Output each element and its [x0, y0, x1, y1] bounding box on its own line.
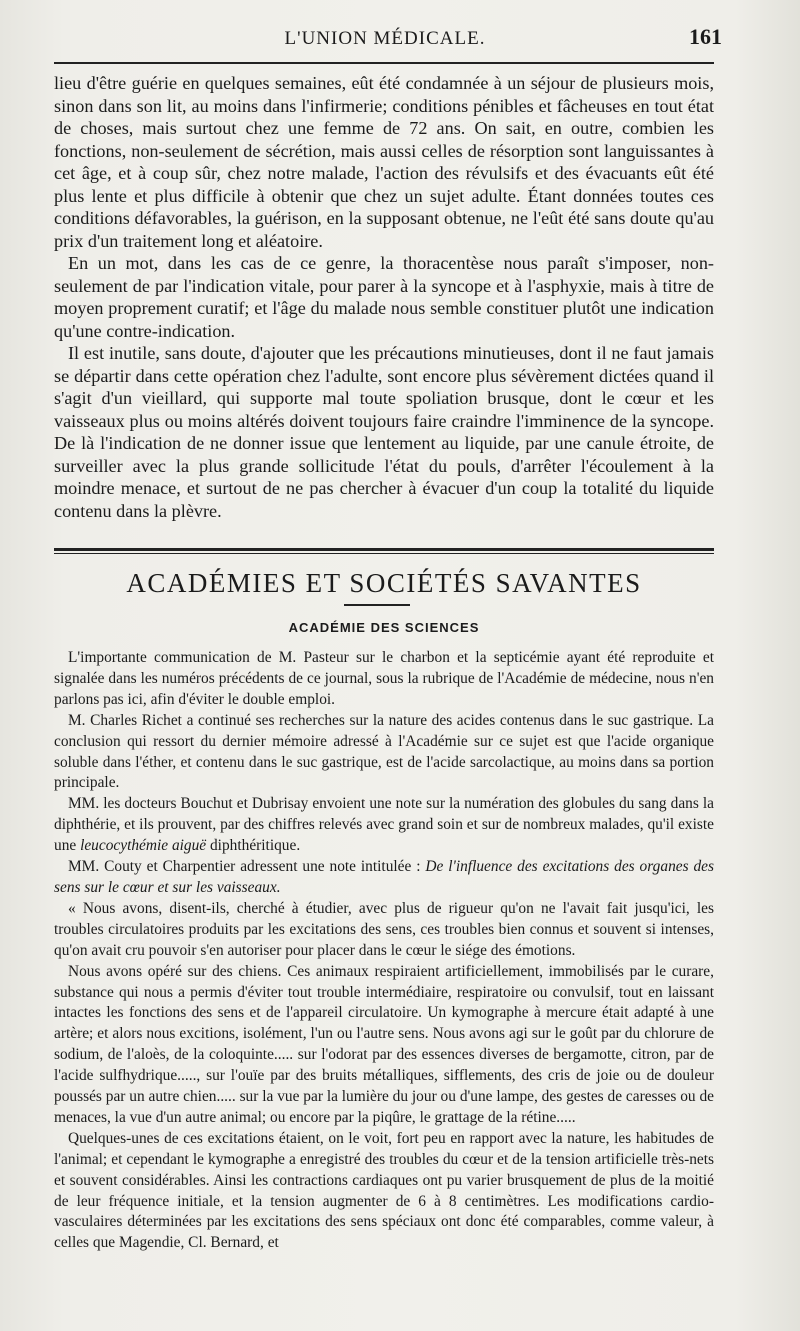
paragraph: lieu d'être guérie en quelques semaines, eût été condamnée à un séjour de plusieurs mois, sinon dans son lit, au moins dans l'infirmerie; conditions pénibles et fâcheuses en tout état de choses, mais surtout chez une femme de 72 ans. On sait, en outre, combien les fonctions, non-seulement de sécrétion, mais aussi celles de résorption sont languissantes à cet âge, et à coup sûr, chez notre malade, l'action des révulsifs et des évacuants eût été plus lente et plus difficile à obtenir que chez un sujet adulte. Étant données toutes ces conditions défavorables, la guérison, en la supposant obtenue, ne l'eût été sans doute qu'au prix d'un traitement long et aléatoire.	[54, 73, 714, 251]
article-continuation	[54, 72, 714, 522]
running-header	[52, 22, 722, 54]
paragraph: Nous avons opéré sur des chiens. Ces animaux respiraient artificiellement, immobilisés par le curare, substance qui nous a permis d'éviter tout trouble intermédiaire, respiratoire ou convulsif, tout en laissant intactes les fonctions des sens et de l'appareil circulatoire. Un kymographe à mercure était adapté à une artère; et alors nous excitions, isolément, l'un ou l'autre sens. Nous avons agi sur le goût par du chlorure de sodium, de l'aloès, de la coloquinte..... sur l'odorat par des essences diverses de bergamotte, citron, par de l'acide sulfhydrique....., sur l'ouïe par des bruits métalliques, sifflements, des cris de joie ou de douleur poussés par un autre chien..... sur la vue par la lumière du jour ou d'une lampe, des gestes de caresses ou de menaces, la vue d'un autre animal; ou encore par la piqûre, le grattage de la rétine.....	[54, 962, 714, 1126]
paragraph	[54, 794, 714, 857]
paragraph: M. Charles Richet a continué ses recherches sur la nature des acides contenus dans le suc gastrique. La conclusion qui ressort du dernier mémoire adressé à l'Académie sur ce sujet est que l'acide organique soluble dans l'éther, et contenu dans le suc gastrique, est de l'acide sarcolactique, au moins dans sa portion principale.	[54, 711, 714, 792]
text-run: diphthéritique.	[206, 837, 301, 855]
paragraph: En un mot, dans les cas de ce genre, la thoracentèse nous paraît s'imposer, non-seulement de par l'indication vitale, pour parer à la syncope et à l'asphyxie, mais à titre de moyen proprement curatif; et l'âge du malade nous semble constituer plutôt une indication qu'une contre-indication.	[54, 253, 714, 341]
journal-title: L'UNION MÉDICALE.	[284, 28, 486, 49]
section-divider	[54, 548, 714, 554]
page-number: 161	[689, 24, 722, 49]
paragraph: Il est inutile, sans doute, d'ajouter que les précautions minutieuses, dont il ne faut jamais se départir dans cette opération chez l'adulte, sont encore plus sévèrement dictées quand il s'agit d'un vieillard, qui supporte mal toute spoliation brusque, dont le cœur et les vaisseaux plus ou moins altérés doivent toujours faire craindre l'imminence de la syncope. De là l'indication de ne donner issue que lentement au liquide, par une canule étroite, de surveiller avec la plus grande sollicitude l'état du pouls, d'arrêter l'écoulement à la moindre menace, et surtout de ne pas chercher à évacuer d'un coup la totalité du liquide contenu dans la plèvre.	[54, 343, 714, 521]
section-title-rule	[344, 604, 410, 606]
header-rule	[54, 62, 714, 64]
section-title: ACADÉMIES ET SOCIÉTÉS SAVANTES	[126, 568, 642, 598]
note-title: De l'influence des excitations des organes des sens sur le cœur et sur les vaisseaux.	[54, 858, 714, 896]
academy-report	[54, 648, 714, 1254]
text-run: MM. Couty et Charpentier adressent une note intitulée :	[68, 858, 426, 876]
paragraph: Quelques-unes de ces excitations étaient, on le voit, fort peu en rapport avec la nature, les habitudes de l'animal; et cependant le kymographe a enregistré des troubles du cœur et de la tension artificielle très-nets et souvent considérables. Ainsi les contractions cardiaques ont pu varier brusquement de plus de la moitié de leur fréquence initiale, et la tension augmenter de 6 à 8 centimètres. Les modifications cardio-vasculaires déterminées par les excitations des sens spéciaux ont donc été comparables, comme valeur, à celles que Magendie, Cl. Bernard, et	[54, 1129, 714, 1252]
subsection-title: ACADÉMIE DES SCIENCES	[288, 620, 480, 635]
paragraph	[54, 857, 714, 899]
text-run: MM. les docteurs Bouchut et Dubrisay envoient une note sur la numération des globules du sang dans la diphthérie, et ils prouvent, par des chiffres relevés avec grand soin et sur de nombreux malades, qu'il existe une	[54, 795, 714, 855]
italic-term: leucocythémie aiguë	[80, 837, 207, 855]
paragraph: « Nous avons, disent-ils, cherché à étudier, avec plus de rigueur qu'on ne l'avait fait jusqu'ici, les troubles circulatoires produits par les excitations des sens, ces troubles bien connus et souvent si intenses, qu'on avait cru pouvoir s'en autoriser pour placer dans le cœur le siége des émotions.	[54, 899, 714, 959]
paragraph: L'importante communication de M. Pasteur sur le charbon et la septicémie ayant été reproduite et signalée dans les numéros précédents de ce journal, sous la rubrique de l'Académie de médecine, nous n'en parlons pas ici, afin d'éviter le double emploi.	[54, 649, 714, 708]
